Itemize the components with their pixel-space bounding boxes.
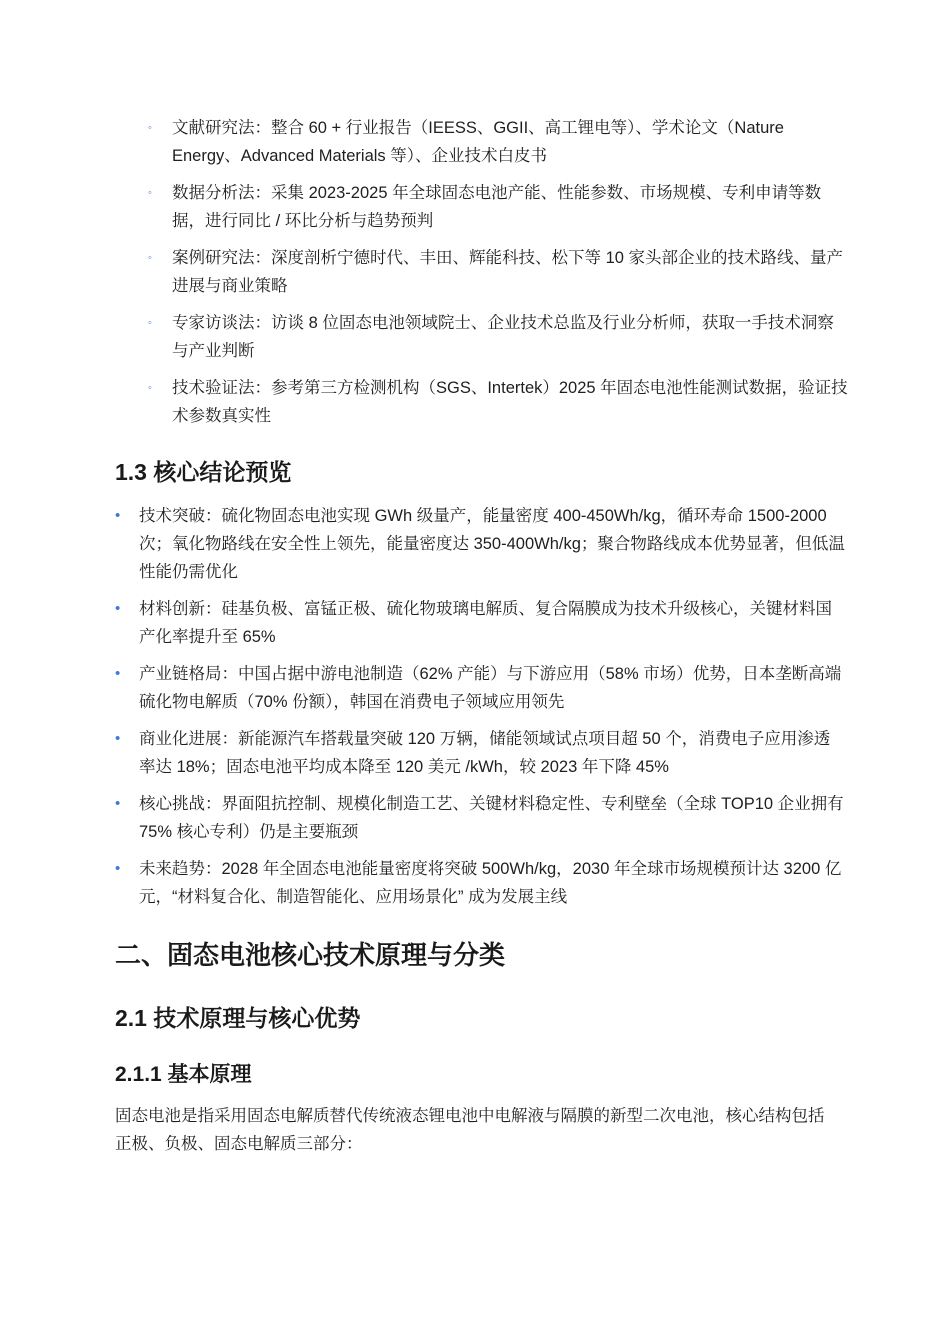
list-item	[148, 179, 848, 235]
list-item-text: 专家访谈法：访谈 8 位固态电池领域院士、企业技术总监及行业分析师，获取一手技术洞察与产业判断	[172, 314, 834, 360]
list-item	[115, 595, 845, 651]
hollow-bullet-icon: ◦	[148, 317, 152, 329]
section-heading-2-1: 2.1 技术原理与核心优势	[115, 1005, 361, 1031]
subsection-heading-2-1-1: 2.1.1 基本原理	[115, 1063, 252, 1086]
list-item-text: 核心挑战：界面阻抗控制、规模化制造工艺、关键材料稳定性、专利壁垒（全球 TOP10 企业拥有 75% 核心专利）仍是主要瓶颈	[139, 795, 844, 841]
list-item-text: 数据分析法：采集 2023-2025 年全球固态电池产能、性能参数、市场规模、专利申请等数据，进行同比 / 环比分析与趋势预判	[172, 184, 822, 230]
list-item-text: 产业链格局：中国占据中游电池制造（62% 产能）与下游应用（58% 市场）优势，日本垄断高端硫化物电解质（70% 份额），韩国在消费电子领域应用领先	[139, 665, 842, 711]
core-conclusions-list	[115, 502, 845, 920]
list-item-text: 案例研究法：深度剖析宁德时代、丰田、辉能科技、松下等 10 家头部企业的技术路线、量产进展与商业策略	[172, 249, 844, 295]
research-methods-list	[148, 114, 848, 439]
list-item-text: 未来趋势：2028 年全固态电池能量密度将突破 500Wh/kg，2030 年全球市场规模预计达 3200 亿元，“材料复合化、制造智能化、应用场景化” 成为发展主线	[139, 860, 842, 906]
list-item	[148, 374, 848, 430]
section-heading-1-3: 1.3 核心结论预览	[115, 459, 292, 485]
list-item-text: 技术验证法：参考第三方检测机构（SGS、Intertek）2025 年固态电池性能测试数据，验证技术参数真实性	[172, 379, 848, 425]
hollow-bullet-icon: ◦	[148, 122, 152, 134]
list-item-text: 技术突破：硫化物固态电池实现 GWh 级量产，能量密度 400-450Wh/kg，循环寿命 1500-2000 次；氧化物路线在安全性上领先，能量密度达 350-400Wh/kg；聚合物路线成本优势显著，但低温性能仍需优化	[139, 507, 845, 581]
body-paragraph: 固态电池是指采用固态电解质替代传统液态锂电池中电解液与隔膜的新型二次电池，核心结构包括正极、负极、固态电解质三部分：	[115, 1107, 825, 1153]
bullet-icon: •	[115, 665, 121, 682]
bullet-icon: •	[115, 860, 121, 877]
bullet-icon: •	[115, 730, 121, 747]
list-item	[148, 114, 848, 170]
chapter-heading-2: 二、固态电池核心技术原理与分类	[115, 940, 506, 970]
bullet-icon: •	[115, 795, 121, 812]
hollow-bullet-icon: ◦	[148, 252, 152, 264]
hollow-bullet-icon: ◦	[148, 382, 152, 394]
list-item	[115, 660, 845, 716]
bullet-icon: •	[115, 600, 121, 617]
list-item	[148, 244, 848, 300]
list-item	[115, 725, 845, 781]
list-item-text: 材料创新：硅基负极、富锰正极、硫化物玻璃电解质、复合隔膜成为技术升级核心，关键材料国产化率提升至 65%	[139, 600, 832, 646]
list-item	[115, 790, 845, 846]
list-item	[115, 502, 845, 586]
hollow-bullet-icon: ◦	[148, 187, 152, 199]
list-item	[148, 309, 848, 365]
bullet-icon: •	[115, 507, 121, 524]
list-item-text: 文献研究法：整合 60 + 行业报告（IEESS、GGII、高工锂电等）、学术论文（Nature Energy、Advanced Materials 等）、企业技术白皮书	[172, 119, 784, 165]
list-item-text: 商业化进展：新能源汽车搭载量突破 120 万辆，储能领域试点项目超 50 个，消费电子应用渗透率达 18%；固态电池平均成本降至 120 美元 /kWh，较 2023 年下降 45%	[139, 730, 831, 776]
list-item	[115, 855, 845, 911]
